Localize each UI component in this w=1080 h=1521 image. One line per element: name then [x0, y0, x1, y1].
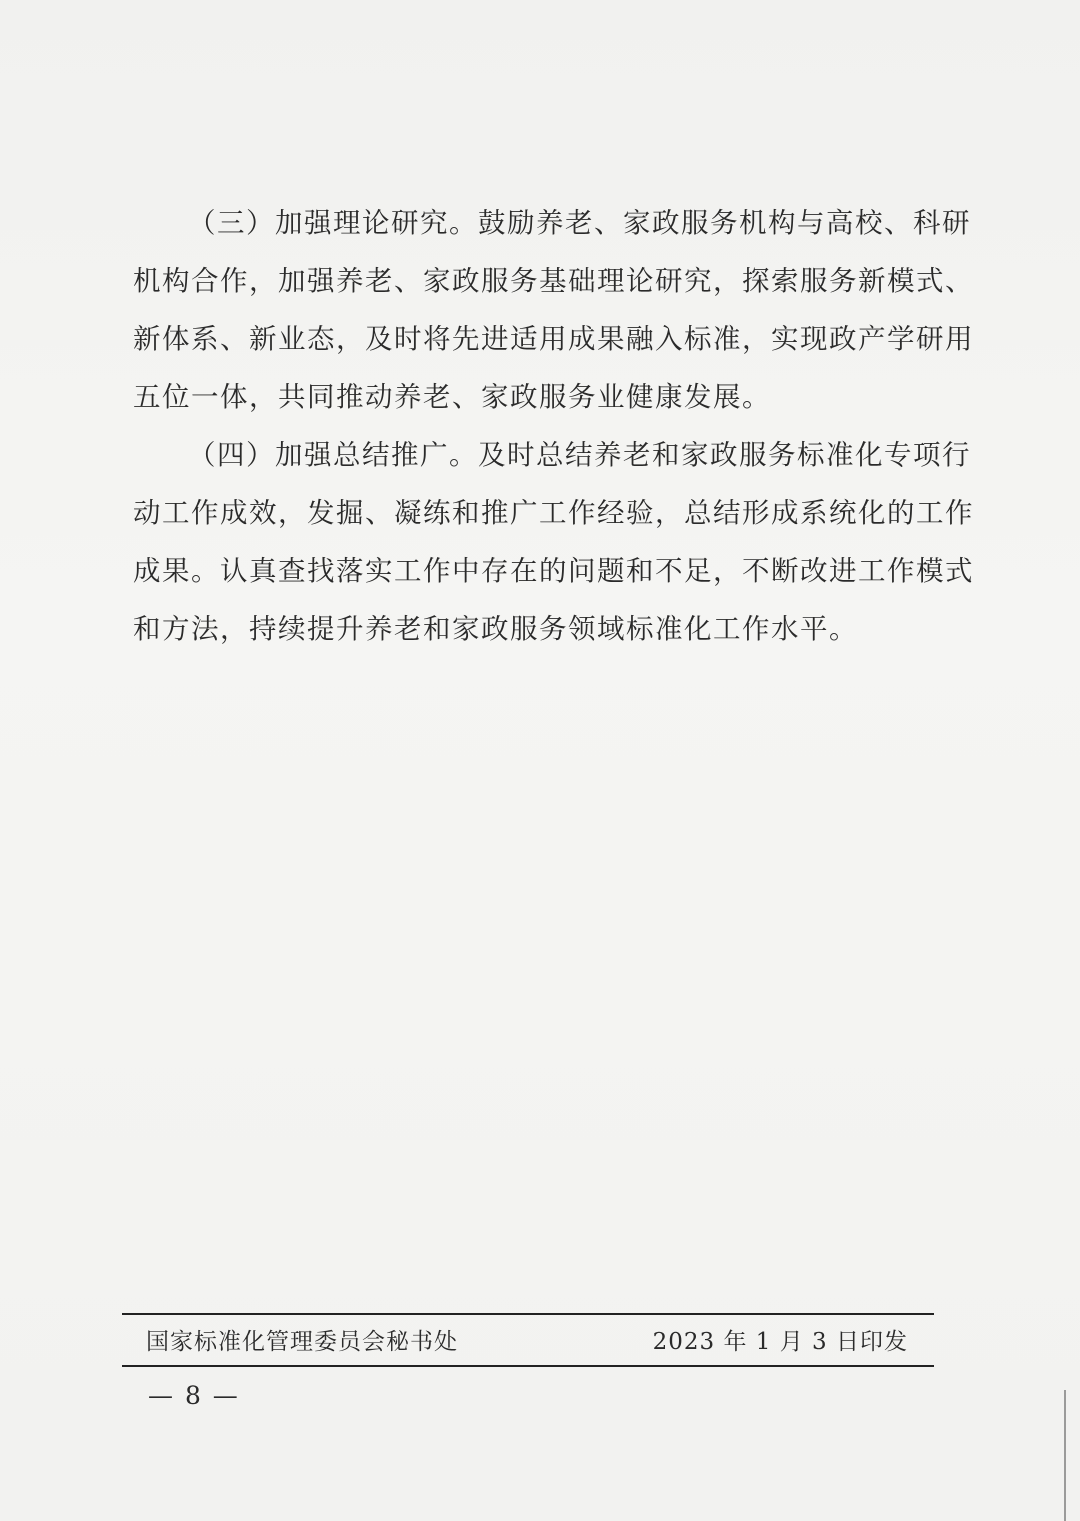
text-line: 机构合作，加强养老、家政服务基础理论研究，探索服务新模式、	[133, 265, 974, 297]
text-line: （四）加强总结推广。及时总结养老和家政服务标准化专项行	[188, 439, 971, 471]
text-line: 成果。认真查找落实工作中存在的问题和不足，不断改进工作模式	[133, 555, 974, 587]
text-line: （三）加强理论研究。鼓励养老、家政服务机构与高校、科研	[188, 207, 971, 239]
text-line: 动工作成效，发掘、凝练和推广工作经验，总结形成系统化的工作	[133, 497, 974, 529]
page-number: — 8 —	[148, 1381, 240, 1410]
footer-issue-date: 2023 年 1 月 3 日印发	[652, 1329, 908, 1355]
text-line: 新体系、新业态，及时将先进适用成果融入标准，实现政产学研用	[133, 323, 974, 355]
footer-issuer: 国家标准化管理委员会秘书处	[146, 1329, 458, 1355]
body-text	[133, 194, 974, 658]
paragraph-strengthen-theory-research	[133, 194, 974, 426]
scan-edge-divider	[1064, 1390, 1066, 1521]
footer-bottom-rule	[122, 1365, 934, 1367]
footer-top-rule	[122, 1313, 934, 1315]
text-line: 五位一体，共同推动养老、家政服务业健康发展。	[133, 381, 771, 413]
text-line: 和方法，持续提升养老和家政服务领域标准化工作水平。	[133, 613, 858, 645]
paragraph-strengthen-summary-promotion	[133, 426, 974, 658]
